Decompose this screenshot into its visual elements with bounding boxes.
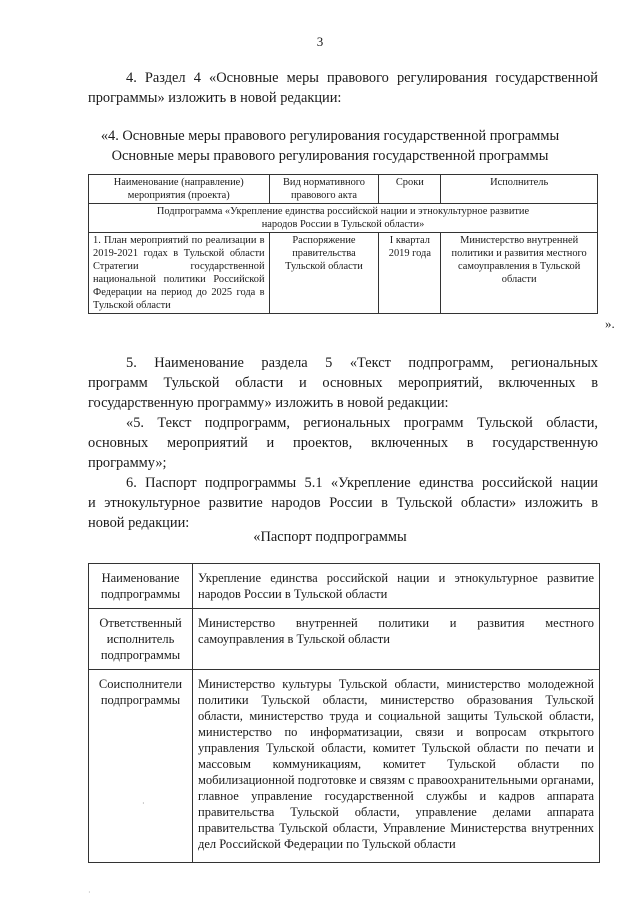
item-4-line: 4. Раздел 4 «Основные меры правового регулирования государственной: [126, 70, 598, 86]
table-row: [89, 233, 598, 314]
act-type-cell: Распоряжение правительства Тульской области: [269, 233, 379, 314]
passport-title: «Паспорт подпрограммы: [253, 529, 407, 545]
scan-mark: ·: [88, 888, 91, 897]
section-4-heading-line-2: Основные меры правового регулирования государственной программы: [111, 148, 549, 164]
page-number: 3: [316, 34, 324, 49]
subprogram-title: Подпрограмма «Укрепление единства российской нации и этнокультурное развитие народов России в Тульской области»: [89, 204, 598, 233]
item-6-line: и этнокультурное развитие народов России в Тульской области» изложить в: [88, 495, 598, 511]
table-row: [89, 564, 600, 609]
header-terms: Сроки: [379, 175, 441, 204]
item-5-line: основных мероприятий и проектов, включенных в государственную: [88, 435, 598, 451]
scan-mark: ·: [142, 799, 145, 808]
table-header-row: [89, 175, 598, 204]
passport-value-name: Укрепление единства российской нации и этнокультурное развитие народов России в Тульской области: [193, 564, 600, 609]
section-4-heading-line-1: «4. Основные меры правового регулирования государственной программы: [100, 128, 560, 144]
closing-quote-mark: ».: [605, 316, 615, 331]
item-5-line: государственную программу» изложить в новой редакции:: [88, 395, 449, 411]
item-5-line: 5. Наименование раздела 5 «Текст подпрограмм, региональных: [126, 355, 598, 371]
item-4-line: программы» изложить в новой редакции:: [88, 90, 342, 106]
legal-measures-table: [88, 174, 598, 314]
table-row: [89, 609, 600, 670]
subprogram-row: [89, 204, 598, 233]
subprogram-passport-table: [88, 563, 600, 863]
item-5-line: программу»;: [88, 455, 167, 471]
header-act-type: Вид нормативного правового акта: [269, 175, 379, 204]
executor-cell: Министерство внутренней политики и развития местного самоуправления в Тульской области: [441, 233, 598, 314]
item-5-line: программ Тульской области и основных мероприятий, включенных в: [88, 375, 598, 391]
item-5-paragraph: [88, 353, 598, 473]
passport-label-coexecutors: Соисполнители подпрограммы: [89, 670, 193, 863]
header-measure-name: Наименование (направление) мероприятия (проекта): [89, 175, 270, 204]
passport-label-responsible: Ответственный исполнитель подпрограммы: [89, 609, 193, 670]
measure-name-cell: 1. План мероприятий по реализации в 2019-2021 годах в Тульской области Стратегии государственной национальной политики Российской Федерации на период до 2025 года в Тульской области: [89, 233, 270, 314]
terms-cell: I квартал 2019 года: [379, 233, 441, 314]
passport-value-coexecutors: Министерство культуры Тульской области, министерство молодежной политики Тульской области, министерство образования Тульской области, министерство труда и социальной защиты Тульской области, министерство по информатизации, связи и вопросам открытого управления Тульской области, комитет Тульской области по печати и массовым коммуникациям, комитет Тульской области по мобилизационной подготовке и связям с правоохранительными органами, главное управление государственной службы и кадров аппарата правительства Тульской области, управление делами аппарата правительства Тульской области, Управление Министерства внутренних дел Российской Федерации по Тульской области: [193, 670, 600, 863]
item-6-paragraph: [88, 473, 598, 533]
item-5-line: «5. Текст подпрограмм, региональных программ Тульской области,: [126, 415, 598, 431]
item-6-line: 6. Паспорт подпрограммы 5.1 «Укрепление единства российской нации: [126, 475, 598, 491]
item-6-line: новой редакции:: [88, 515, 190, 531]
item-4-paragraph: [88, 68, 598, 108]
passport-label-name: Наименование подпрограммы: [89, 564, 193, 609]
header-executor: Исполнитель: [441, 175, 598, 204]
passport-value-responsible: Министерство внутренней политики и развития местного самоуправления в Тульской области: [193, 609, 600, 670]
table-row: [89, 670, 600, 863]
